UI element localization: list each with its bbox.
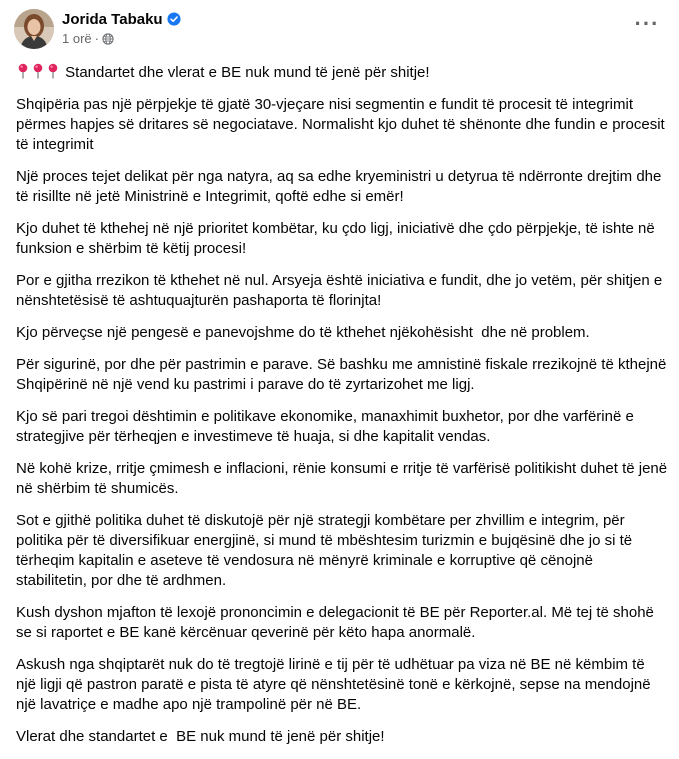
avatar-portrait-icon (14, 9, 54, 49)
post-timestamp[interactable]: 1 orë (62, 31, 92, 46)
meta-separator: · (94, 31, 99, 46)
post-paragraph-7: Për sigurinë, por dhe për pastrimin e parave. Së bashku me amnistinë fiskale rrezikojnë të kthejnë Shqipërinë në një vend ku pastrimi i parave do të zyrtarizohet me ligj. (16, 356, 667, 393)
globe-icon[interactable] (102, 33, 114, 45)
post-paragraph-3: Një proces tejet delikat për nga natyra, aq sa edhe kryeministri u detyrua të ndërronte drejtim dhe të risillte në jetë Ministrinë e Integrimit, qoftë edhe si emër! (16, 168, 662, 205)
post-header (14, 9, 665, 49)
author-block (62, 10, 181, 47)
verified-badge-icon (167, 12, 181, 26)
post-meta (62, 31, 181, 47)
pin-emojis (16, 64, 61, 81)
post-paragraph-9: Në kohë krize, rritje çmimesh e inflacioni, rënie konsumi e rritje të varfërisë politikisht duhet të jenë në shërbim të shumicës. (16, 460, 668, 497)
post-headline: Standartet dhe vlerat e BE nuk mund të jenë për shitje! (65, 64, 430, 81)
post-paragraph-13: Vlerat dhe standartet e BE nuk mund të jenë për shitje! (16, 728, 385, 745)
post-paragraph-2: Shqipëria pas një përpjekje të gjatë 30-vjeçare nisi segmentin e fundit të procesit të integrimit përmes hapjes së dritares së negociatave. Normalisht kjo duhet të shënonte dhe fundin e procesit të integrimit (16, 96, 665, 153)
round-pushpin-icon (46, 63, 60, 79)
post-paragraph-1 (16, 61, 668, 83)
post-paragraph-5: Por e gjitha rrezikon të kthehet në nul. Arsyeja është iniciativa e fundit, dhe jo vetëm, për shitjen e nënshtetësisë të ashtuquajturën pashaporta të florinjta! (16, 272, 663, 309)
post-body (16, 61, 668, 759)
author-name[interactable]: Jorida Tabaku (62, 11, 163, 28)
round-pushpin-icon (31, 63, 45, 79)
post-paragraph-8: Kjo së pari tregoi dështimin e politikave ekonomike, manaxhimit buxhetor, por dhe varfërinë e strategjive për tërheqjen e investimeve të huaja, si dhe kapitalit vendas. (16, 408, 634, 445)
post-paragraph-6: Kjo përveçse një pengesë e panevojshme do të kthehet njëkohësisht dhe në problem. (16, 324, 590, 341)
post-paragraph-10: Sot e gjithë politika duhet të diskutojë për një strategji kombëtare per zhvillim e integrim, për politika për të diversifikuar energjinë, si mund të mbështesim turizmin e bujqësinë dhe jo si të tërheqim kapitalin e aseteve të vendosura në mënyrë kriminale e korruptive që cënojnë stabilitetin, por dhe të ardhmen. (16, 512, 633, 589)
more-options-icon: ··· (634, 11, 660, 36)
more-options-button[interactable] (629, 11, 665, 47)
post-paragraph-12: Askush nga shqiptarët nuk do të tregtojë lirinë e tij për të udhëtuar pa viza në BE në këmbim të një ligji që pastron paratë e pista të atyre që nënshtetësinë tonë e kërkojnë, sepse na mendojnë një lavatriçe e madhe apo një trampolinë për në BE. (16, 656, 651, 713)
post-paragraph-4: Kjo duhet të kthehej në një prioritet kombëtar, ku çdo ligj, iniciativë dhe çdo përpjekje, të ishte në funksion e shërbim të këtij procesi! (16, 220, 655, 257)
round-pushpin-icon (16, 63, 30, 79)
post-paragraph-11: Kush dyshon mjafton të lexojë prononcimin e delegacionit të BE për Reporter.al. Më tej të shohë se si raportet e BE kanë kërcënuar qeverinë për këto hapa anormalë. (16, 604, 654, 641)
author-avatar[interactable] (14, 9, 54, 49)
